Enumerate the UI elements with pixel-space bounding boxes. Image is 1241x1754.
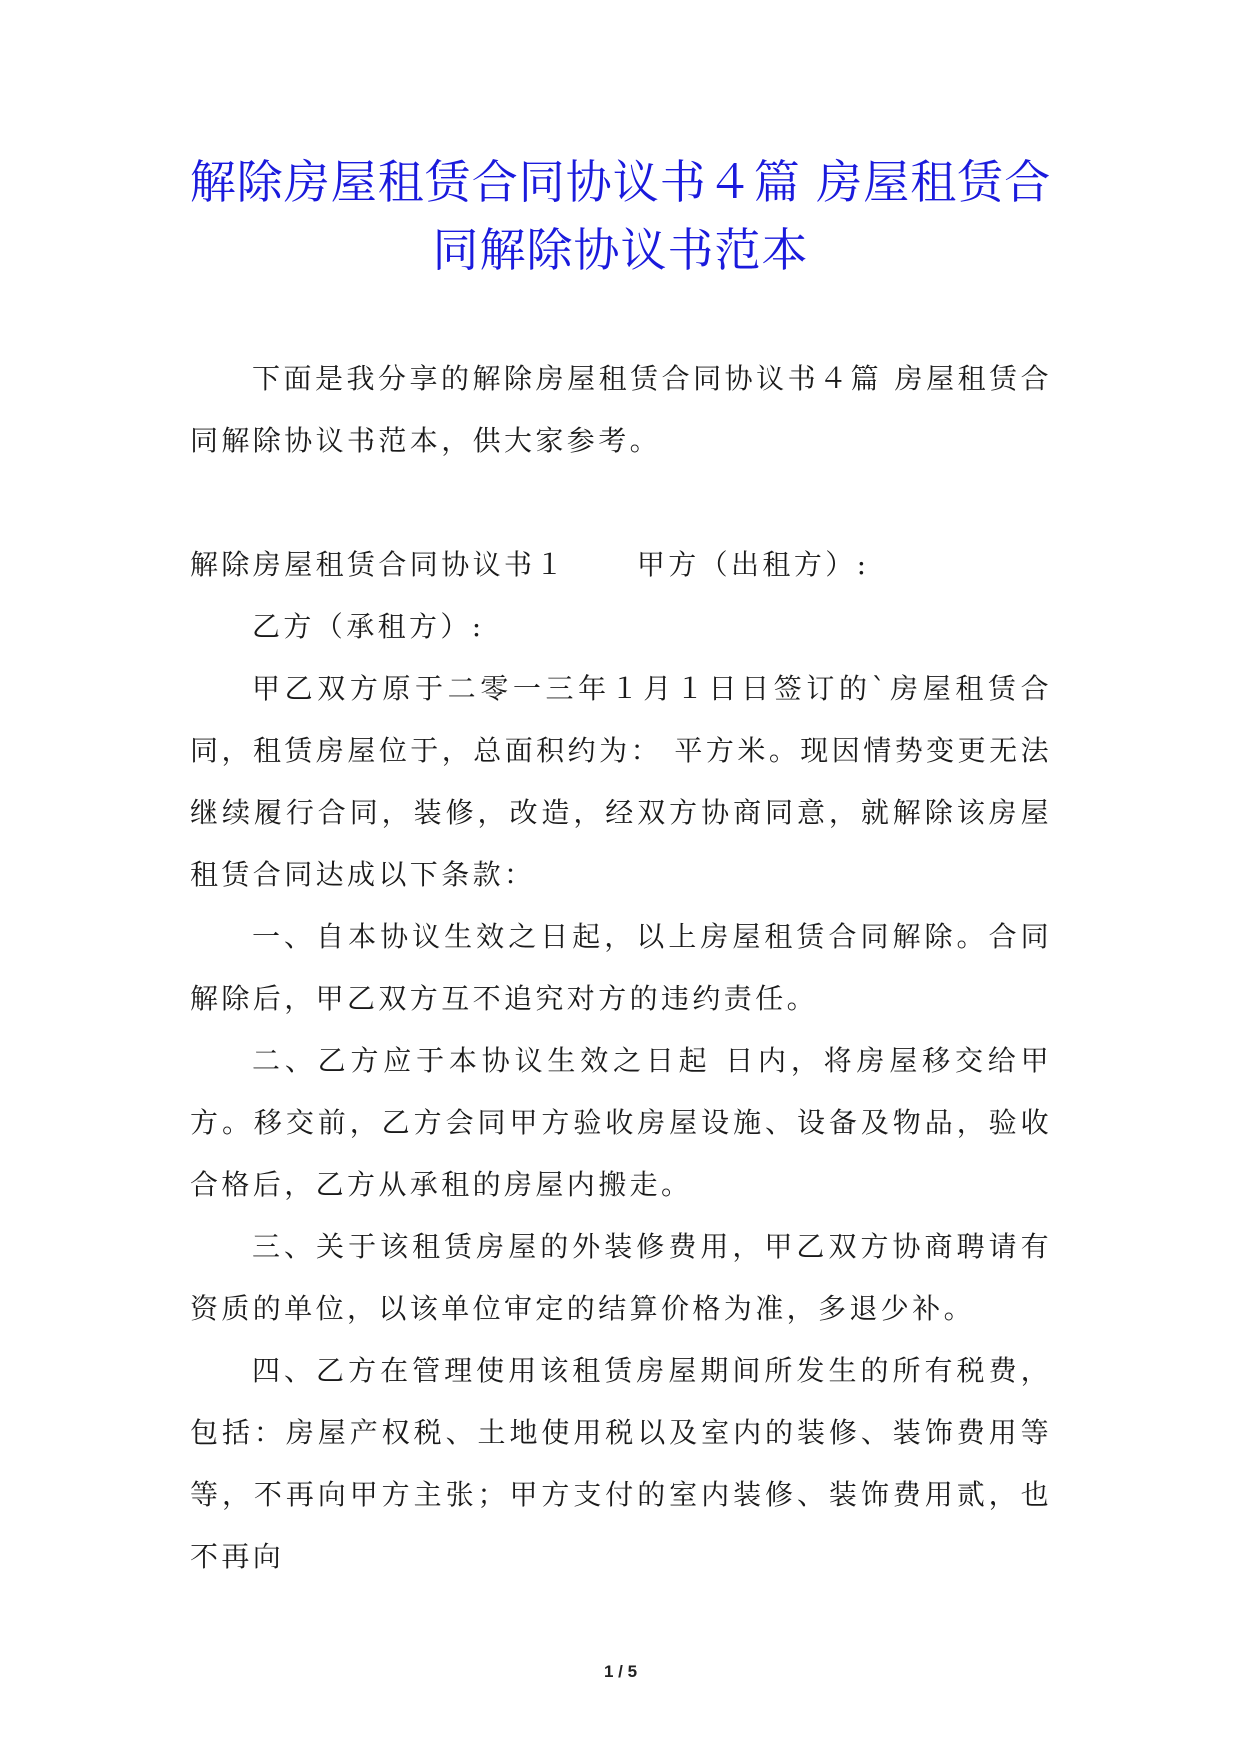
page-indicator: 1 / 5 xyxy=(603,1662,638,1681)
title-line-2: 同解除协议书范本 xyxy=(432,223,809,277)
clause-2: 二、乙方应于本协议生效之日起 日内，将房屋移交给甲方。移交前，乙方会同甲方验收房屋设施、设备及物品，验收合格后，乙方从承租的房屋内搬走。 xyxy=(190,1044,1052,1201)
clause-4: 四、乙方在管理使用该租赁房屋期间所发生的所有税费，包括：房屋产权税、土地使用税以及室内的装修、装饰费用等等，不再向甲方主张；甲方支付的室内装修、装饰费用贰，也不再向 xyxy=(190,1354,1052,1573)
section-heading-line xyxy=(190,534,1052,596)
document-title xyxy=(150,148,1091,284)
clause-1: 一、自本协议生效之日起，以上房屋租赁合同解除。合同解除后，甲乙双方互不追究对方的违约责任。 xyxy=(190,920,1052,1015)
title-line-1: 解除房屋租赁合同协议书４篇 房屋租赁合 xyxy=(189,155,1052,209)
document-body xyxy=(190,348,1052,1588)
intro-paragraph: 下面是我分享的解除房屋租赁合同协议书４篇 房屋租赁合同解除协议书范本，供大家参考。 xyxy=(190,362,1052,457)
party-b-label: 乙方（承租方）: xyxy=(252,610,485,643)
party-a-label: 甲方（出租方）: xyxy=(636,548,870,581)
body-paragraph: 甲乙双方原于二零一三年１月１日日签订的`房屋租赁合同，租赁房屋位于，总面积约为： 平方米。现因情势变更无法继续履行合同，装修，改造，经双方协商同意，就解除该房屋租赁合同达成以下条款： xyxy=(190,672,1052,891)
section-heading: 解除房屋租赁合同协议书１ xyxy=(190,548,567,581)
clause-3: 三、关于该租赁房屋的外装修费用，甲乙双方协商聘请有资质的单位，以该单位审定的结算价格为准，多退少补。 xyxy=(190,1230,1052,1325)
